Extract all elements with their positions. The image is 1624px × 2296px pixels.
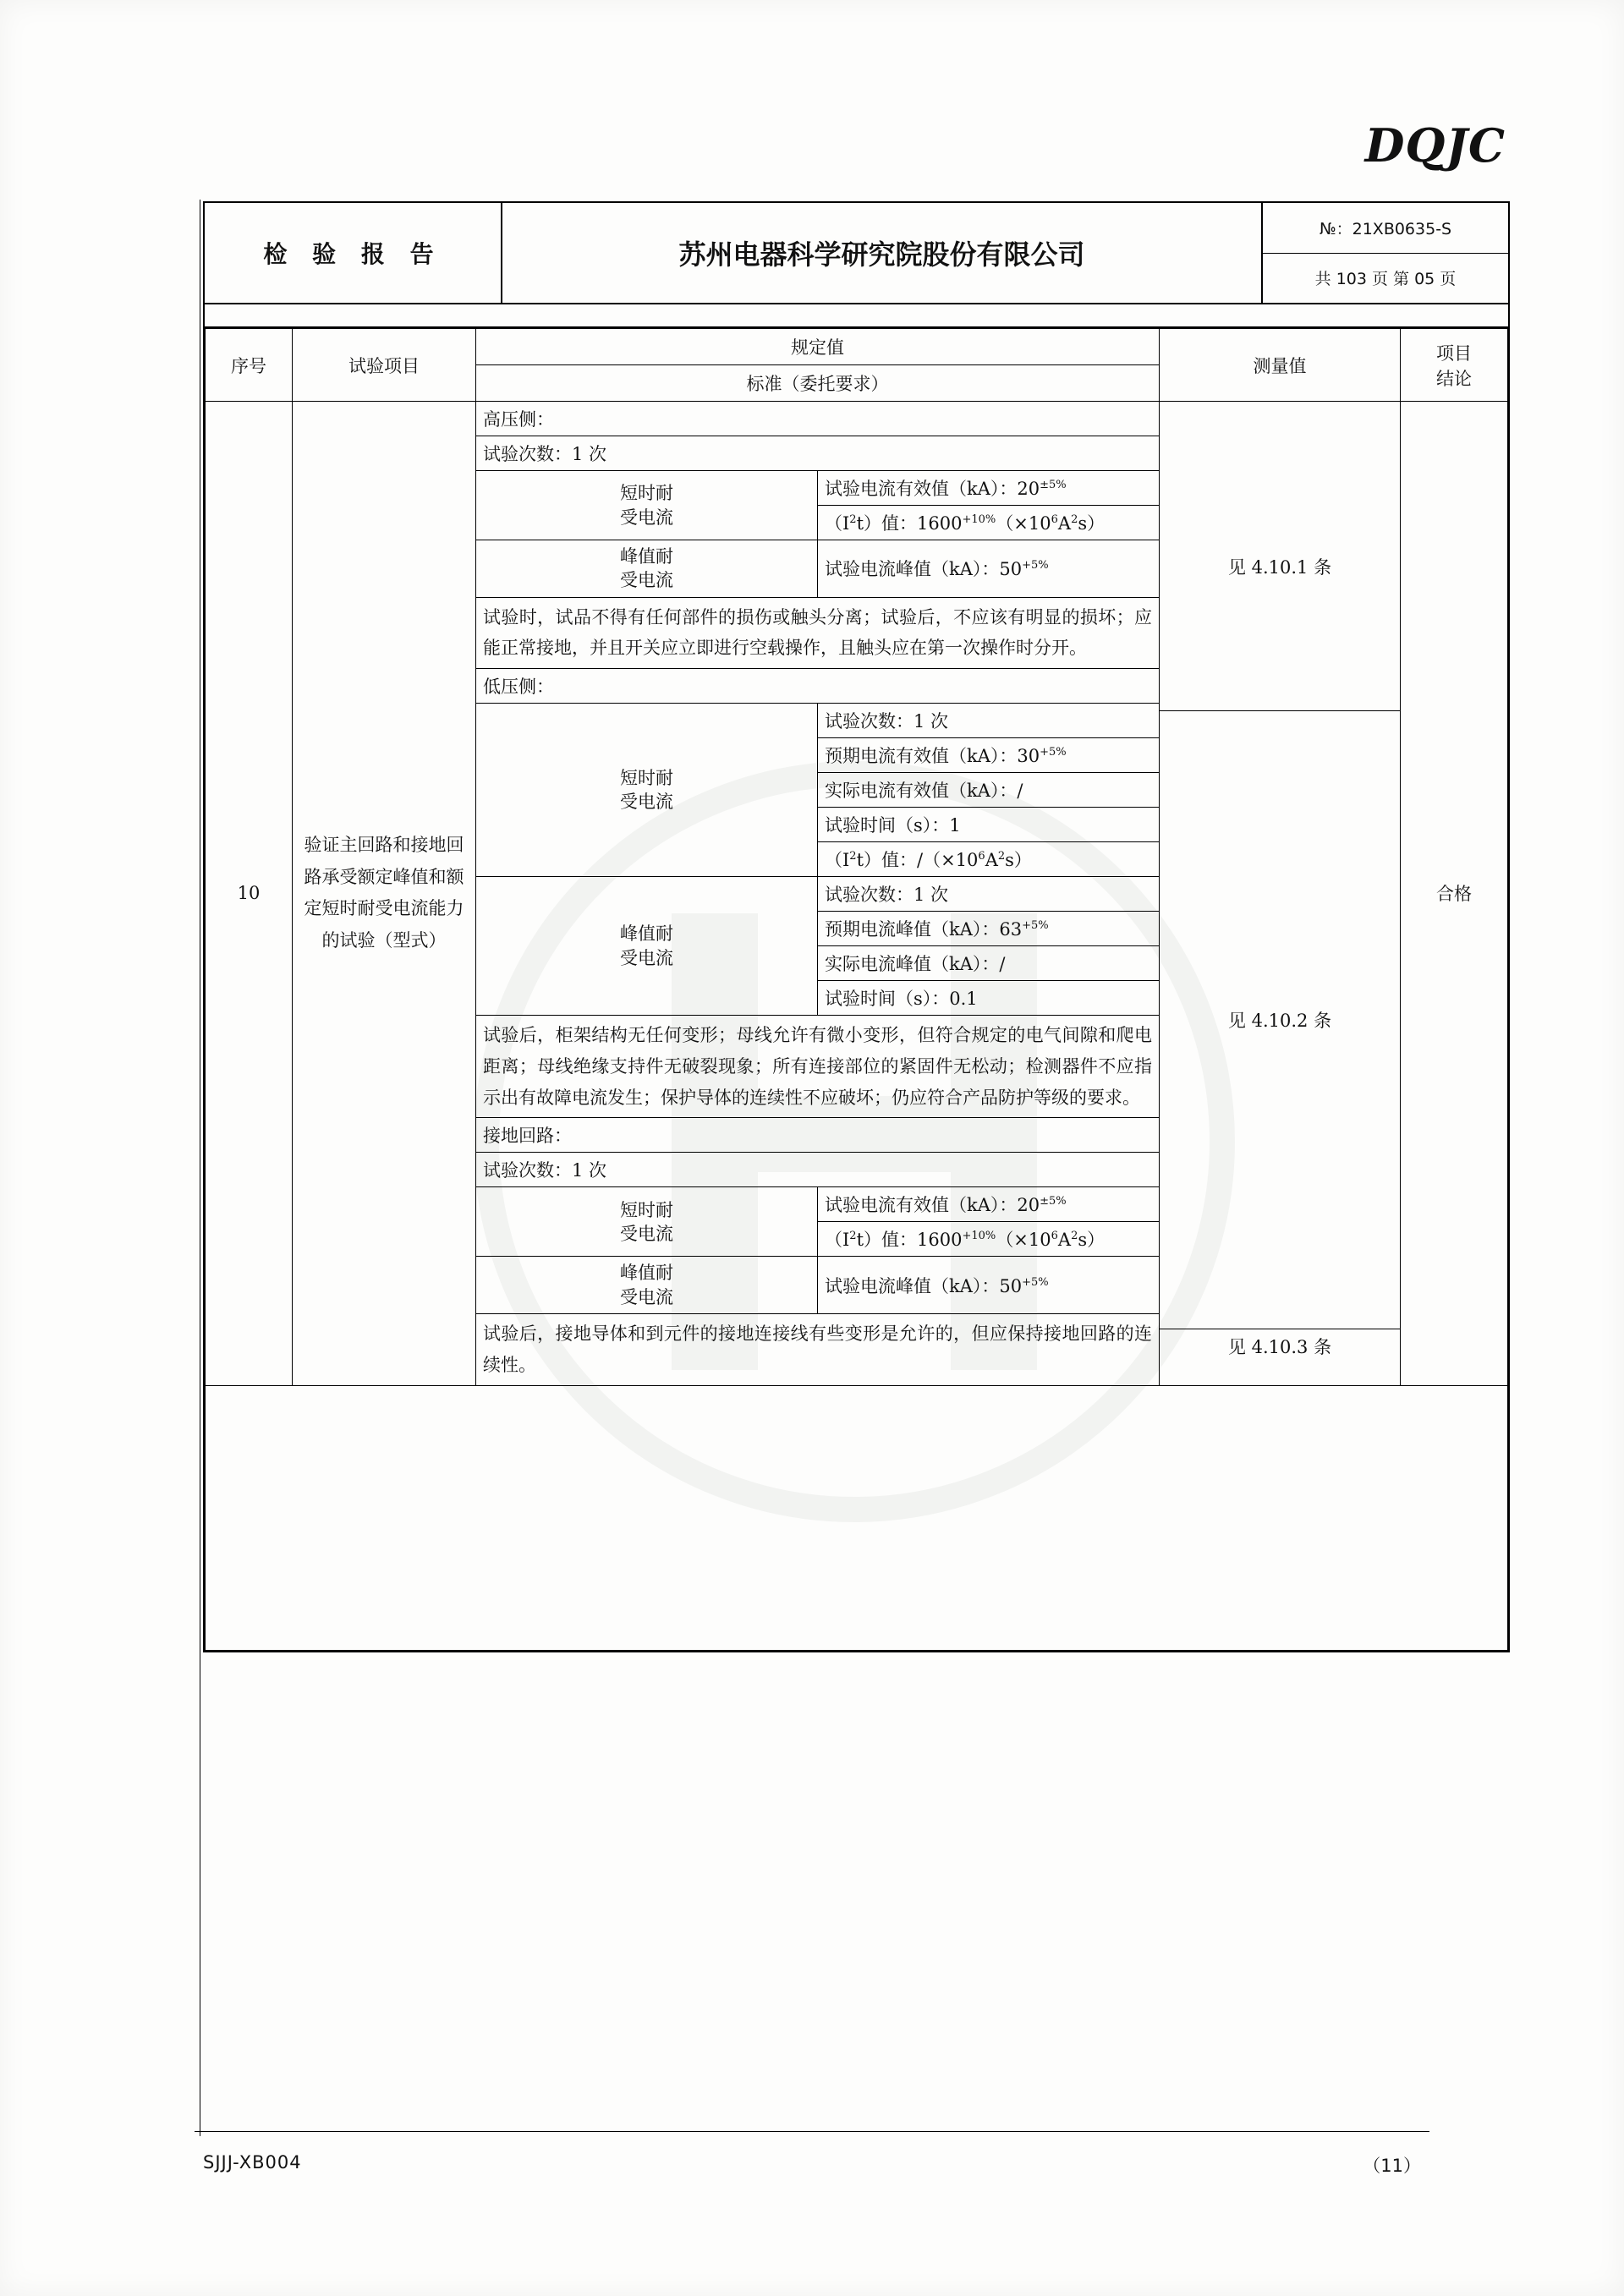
row-item-name: 验证主回路和接地回路承受额定峰值和额定短时耐受电流能力的试验（型式）	[293, 402, 476, 1386]
section-title: 高压侧：	[476, 402, 1159, 436]
value-row	[818, 877, 1159, 912]
section-note: 试验后，接地导体和到元件的接地连接线有些变形是允许的，但应保持接地回路的连续性。	[476, 1314, 1159, 1385]
report-header	[205, 203, 1508, 304]
value-row	[818, 912, 1159, 946]
value-i2t: $(I^2t)$值：$1600^{+10\%}(\times 10^6A^2s)$	[818, 1222, 1160, 1257]
footer-rule	[195, 2131, 1429, 2132]
col-head-spec-sub: 标准（委托要求）	[476, 365, 1160, 402]
col-head-spec: 规定值	[476, 329, 1160, 365]
report-title: 检 验 报 告	[205, 203, 502, 303]
value-row	[818, 738, 1159, 773]
section-note: 试验时，试品不得有任何部件的损伤或触头分离；试验后，不应该有明显的损坏；应能正常接地，并且开关应立即进行空载操作，且触头应在第一次操作时分开。	[476, 597, 1159, 668]
spec-line-row	[476, 1153, 1159, 1187]
page-count: 共 103 页 第 05 页	[1314, 270, 1457, 289]
value-row	[818, 946, 1159, 981]
value-row	[818, 842, 1159, 877]
spec-line-row	[476, 540, 1159, 598]
value-test-duration: 试验时间（s）：1	[818, 808, 1159, 842]
section-title-row	[476, 1118, 1159, 1153]
spec-line-row	[476, 1257, 1159, 1314]
footer-page-mark: （11）	[1363, 2156, 1421, 2176]
spec-section-high-voltage	[476, 402, 1159, 668]
peak-withstand-values	[818, 877, 1160, 1016]
section-title-row	[476, 669, 1159, 704]
value-list	[818, 877, 1159, 1015]
report-number: №：21XB0635-S	[1263, 203, 1508, 254]
results-table	[205, 328, 1508, 1651]
value-rms-current: 试验电流有效值（kA）：$20^{\pm 5\%}$	[818, 1187, 1160, 1222]
spec-block-row	[476, 704, 1159, 877]
label-peak-withstand: 峰值耐 受电流	[476, 540, 818, 598]
footer-form-code: SJJJ-XB004	[203, 2152, 302, 2173]
table-row	[206, 402, 1508, 1386]
section-note-row	[476, 1016, 1159, 1118]
value-test-duration: 试验时间（s）：0.1	[825, 989, 978, 1010]
value-list	[818, 704, 1159, 876]
col-head-measured: 测量值	[1160, 329, 1401, 402]
value-row	[818, 981, 1159, 1016]
label-peak-withstand: 峰值耐 受电流	[476, 877, 818, 1016]
measured-ref-3: 见 4.10.3 条	[1160, 1329, 1400, 1364]
spec-line-row	[476, 436, 1159, 471]
value-prospective-peak: 预期电流峰值（kA）：$63^{+5\%}$	[818, 912, 1159, 946]
value-row	[818, 773, 1159, 808]
company-name: 苏州电器科学研究院股份有限公司	[678, 238, 1085, 271]
table-header-row	[206, 329, 1508, 365]
test-count: 试验次数：1 次	[476, 1153, 1159, 1187]
row-conclusion: 合格	[1401, 402, 1508, 1386]
value-peak-current: 试验电流峰值（kA）：$50^{+5\%}$	[818, 540, 1160, 598]
label-short-time-withstand: 短时耐 受电流	[476, 1187, 818, 1257]
label-peak-withstand: 峰值耐 受电流	[476, 1257, 818, 1314]
test-count: 试验次数：1 次	[476, 436, 1159, 471]
col-head-conclusion: 项目 结论	[1401, 329, 1508, 402]
value-row	[818, 704, 1159, 738]
measured-list	[1160, 423, 1400, 1363]
report-frame	[203, 201, 1510, 1652]
value-actual-peak: 实际电流峰值（kA）：/	[818, 946, 1159, 981]
blank-area	[206, 1385, 1508, 1650]
table-blank-row	[206, 1385, 1508, 1650]
measured-ref-1: 见 4.10.1 条	[1160, 423, 1400, 711]
measured-ref-2: 见 4.10.2 条	[1160, 711, 1400, 1329]
header-spacer	[205, 304, 1508, 328]
value-prospective-rms: 预期电流有效值（kA）：$30^{+5\%}$	[818, 738, 1159, 773]
measured-row	[1160, 711, 1400, 1329]
section-title: 低压侧：	[476, 669, 1159, 704]
report-meta	[1261, 203, 1508, 303]
col-head-item: 试验项目	[293, 329, 476, 402]
measured-row	[1160, 423, 1400, 711]
col-head-no: 序号	[206, 329, 293, 402]
value-i2t: $(I^2t)$值：$1600^{+10\%}(\times 10^6A^2s)$	[818, 506, 1160, 540]
section-title: 接地回路：	[476, 1118, 1159, 1153]
row-spec-cell	[476, 402, 1160, 1386]
spec-line-row	[476, 1187, 1159, 1222]
spec-block-row	[476, 877, 1159, 1016]
brand-logo: DQJC	[1364, 118, 1506, 173]
row-no: 10	[206, 402, 293, 1386]
spec-section-low-voltage	[476, 668, 1159, 1117]
spec-section-earth-circuit	[476, 1117, 1159, 1384]
value-test-count: 试验次数：1 次	[818, 877, 1159, 912]
value-row	[818, 808, 1159, 842]
label-short-time-withstand: 短时耐 受电流	[476, 471, 818, 540]
section-note: 试验后，柜架结构无任何变形；母线允许有微小变形，但符合规定的电气间隙和爬电距离；母线绝缘支持件无破裂现象；所有连接部位的紧固件无松动；检测器件不应指示出有故障电流发生；保护导体的连续性不应破坏；仍应符合产品防护等级的要求。	[476, 1016, 1159, 1118]
label-short-time-withstand: 短时耐 受电流	[476, 704, 818, 877]
value-rms-current: 试验电流有效值（kA）：$20^{\pm 5\%}$	[818, 471, 1160, 506]
value-actual-rms: 实际电流有效值（kA）：/	[818, 773, 1159, 808]
measured-row	[1160, 1329, 1400, 1364]
section-note-row	[476, 597, 1159, 668]
value-test-count: 试验次数：1 次	[818, 704, 1159, 738]
section-note-row	[476, 1314, 1159, 1385]
value-i2t: $(I^2t)$值：$/(\times 10^6A^2s)$	[825, 850, 1032, 871]
value-peak-current: 试验电流峰值（kA）：$50^{+5\%}$	[818, 1257, 1160, 1314]
spec-line-row	[476, 471, 1159, 506]
short-time-withstand-values	[818, 704, 1160, 877]
section-title-row	[476, 402, 1159, 436]
row-measured-cell	[1160, 402, 1401, 1386]
